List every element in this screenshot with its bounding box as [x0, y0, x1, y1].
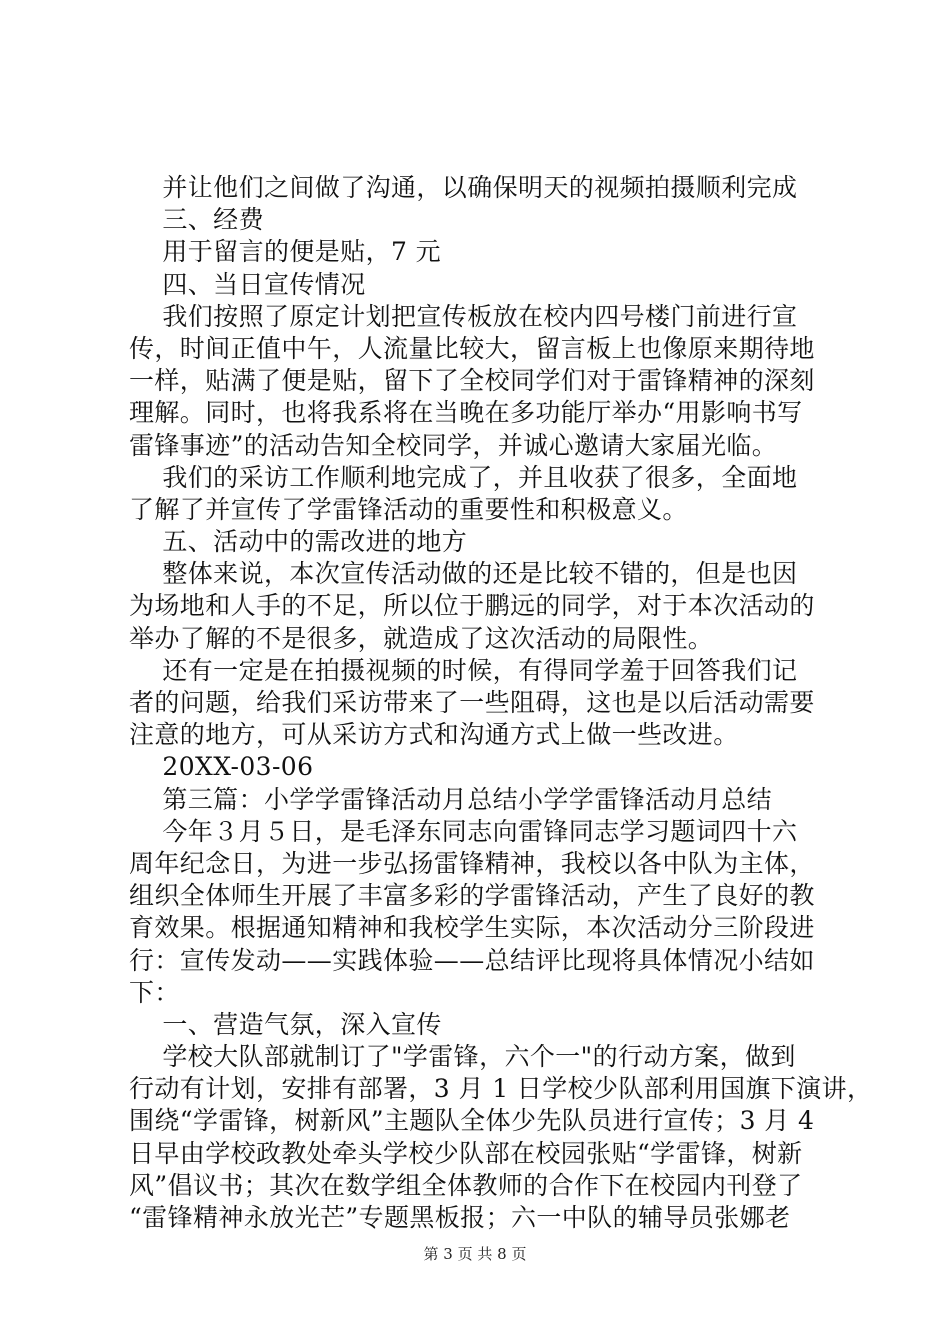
date-line: 20XX-03-06	[129, 752, 314, 782]
page-number-footer: 第 3 页 共 8 页	[423, 1245, 527, 1263]
text-line: 理解。同时，也将我系将在当晚在多功能厅举办“用影响书写	[129, 398, 803, 428]
text-line: 注意的地方，可从采访方式和沟通方式上做一些改进。	[129, 720, 739, 750]
text-line: 行动有计划，安排有部署，3 月 1 日学校少队部利用国旗下演讲，	[129, 1074, 873, 1104]
text-line: 我们的采访工作顺利地完成了，并且收获了很多，全面地	[129, 462, 798, 492]
body-text	[129, 172, 873, 1234]
text-line: 为场地和人手的不足，所以位于鹏远的同学，对于本次活动的	[129, 591, 815, 621]
text-line: 者的问题，给我们采访带来了一些阻碍，这也是以后活动需要	[129, 688, 815, 717]
text-line: “雷锋精神永放光芒”专题黑板报；六一中队的辅导员张娜老	[129, 1203, 791, 1232]
text-line: 举办了解的不是很多，就造成了这次活动的局限性。	[129, 623, 714, 653]
chapter-title: 第三篇：小学学雷锋活动月总结小学学雷锋活动月总结	[129, 784, 772, 814]
text-line: 雷锋事迹”的活动告知全校同学，并诚心邀请大家届光临。	[129, 430, 778, 460]
text-line: 围绕“学雷锋，树新风”主题队全体少先队员进行宣传；3 月 4	[129, 1106, 815, 1136]
text-line: 周年纪念日，为进一步弘扬雷锋精神，我校以各中队为主体，	[129, 848, 815, 878]
text-line: 下：	[129, 977, 180, 1007]
text-line: 今年３月５日，是毛泽东同志向雷锋同志学习题词四十六	[129, 816, 798, 846]
text-line: 日早由学校政教处牵头学校少队部在校园张贴“学雷锋，树新	[129, 1138, 803, 1168]
text-line: 还有一定是在拍摄视频的时候，有得同学羞于回答我们记	[129, 655, 798, 685]
text-line: 整体来说，本次宣传活动做的还是比较不错的，但是也因	[129, 559, 798, 589]
text-line: 风”倡议书；其次在数学组全体教师的合作下在校园内刊登了	[129, 1170, 803, 1200]
text-line: 用于留言的便是贴，7 元	[129, 237, 442, 267]
text-line: 学校大队部就制订了"学雷锋，六个一"的行动方案，做到	[129, 1042, 796, 1072]
section-heading: 四、当日宣传情况	[129, 269, 366, 299]
section-heading: 五、活动中的需改进的地方	[129, 527, 468, 557]
text-line: 育效果。根据通知精神和我校学生实际，本次活动分三阶段进	[129, 913, 815, 943]
text-line: 了解了并宣传了学雷锋活动的重要性和积极意义。	[129, 494, 688, 524]
text-line: 我们按照了原定计划把宣传板放在校内四号楼门前进行宣	[129, 301, 798, 331]
section-heading: 三、经费	[129, 205, 264, 235]
text-line: 行：宣传发动——实践体验——总结评比现将具体情况小结如	[129, 945, 815, 975]
text-line: 传，时间正值中午，人流量比较大，留言板上也像原来期待地	[129, 333, 815, 363]
text-line: 一样，贴满了便是贴，留下了全校同学们对于雷锋精神的深刻	[129, 366, 815, 396]
text-line: 并让他们之间做了沟通，以确保明天的视频拍摄顺利完成	[129, 173, 798, 202]
text-line: 组织全体师生开展了丰富多彩的学雷锋活动，产生了良好的教	[129, 881, 815, 911]
section-heading: 一、营造气氛，深入宣传	[129, 1009, 442, 1039]
